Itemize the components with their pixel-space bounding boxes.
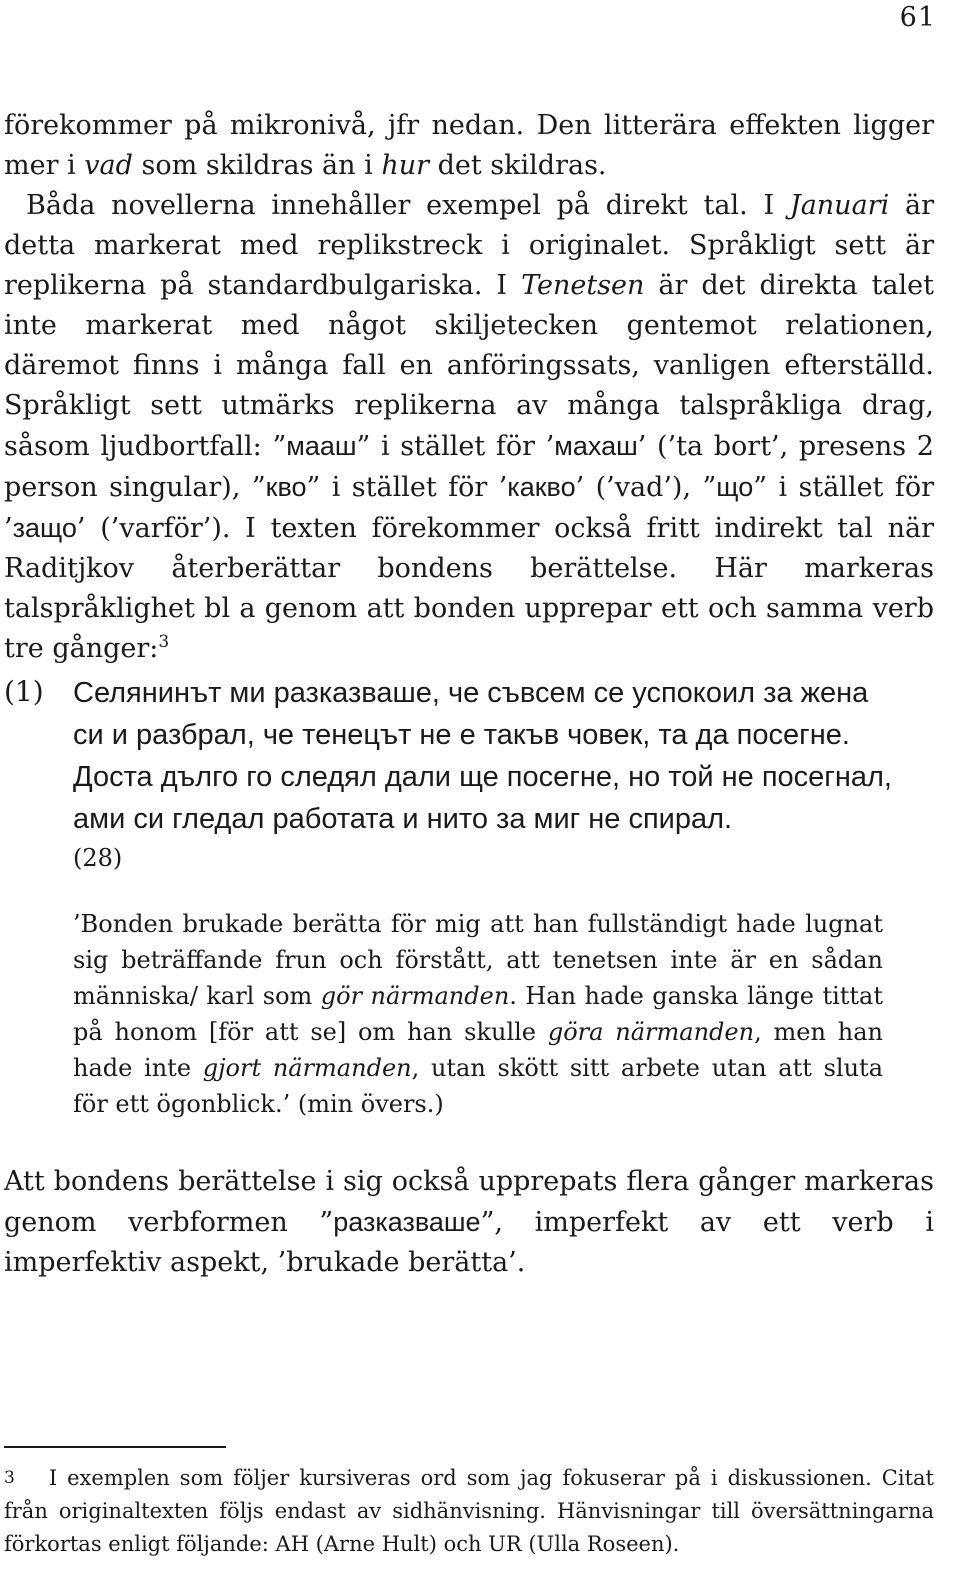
footnote-divider [4,1446,226,1448]
title-januari: Januari [789,190,890,221]
emphasis-hur: hur [381,150,430,181]
example-cyrillic-text: Селянинът ми разказваше, че съвсем се успокоил за жена си и разбрал, че тенецът не е такъв човек, та да посегне. Доста дълго го следял дали ще посегне, но той не посегнал, ами си гледал работата и нито за миг не спирал. [73,677,892,835]
paragraph-2: Båda novellerna innehåller exempel på direkt tal. I Januari är detta markerat med replikstreck i originalet. Språkligt sett är replikerna på standardbulgariska. I Tenetsen är det direkta talet inte markerat med något skiljetecken gentemot relationen, däremot finns i många fall en anföringssats, vanligen efterställd. Språkligt sett utmärks replikerna av många talspråkliga drag, såsom ljudbortfall: ”мааш” i stället för ’махаш’ (’ta bort’, presens 2 person singular), ”кво” i stället för ’какво’ (’vad’), ”що” i stället för ’защо’ (’varför’). I texten förekommer också fritt indirekt tal när Raditjkov återberättar bondens berättelse. Här markeras talspråklighet bl a genom att bonden upprepar ett och samma verb tre gånger:$^3$ [4,190,934,664]
footnote [4,1462,934,1561]
example-page-reference: (28) [73,844,123,872]
cyrillic-word: що [716,472,754,502]
emphasis-vad: vad [84,150,133,181]
cyrillic-word: мааш [286,431,357,461]
body-text [4,106,934,669]
emphasis: gjort närmanden [202,1054,412,1082]
page-number: 61 [899,2,936,33]
cyrillic-word: защо [12,513,77,543]
emphasis: gör närmanden [320,982,510,1010]
footnote-reference[interactable]: 3 [158,632,170,652]
cyrillic-word: какво [507,472,576,502]
example-number: (1) [4,675,44,708]
footnote-mark: 3 [4,1468,15,1488]
paragraph-1: förekommer på mikronivå, jfr nedan. Den litterära effekten ligger mer i vad som skildras än i hur det skildras. [4,110,934,181]
emphasis: göra närmanden [547,1018,755,1046]
paragraph-3: Att bondens berättelse i sig också upprepats flera gånger markeras genom verbformen ”разказваше”, imperfekt av ett verb i imperfektiv aspekt, ’brukade berätta’. [4,1166,934,1278]
cyrillic-word: разказваше [333,1207,481,1237]
example-translation: ’Bonden brukade berätta för mig att han fullständigt hade lugnat sig beträffande frun och förstått, att tenetsen inte är en sådan människa/ karl som gör närmanden. Han hade ganska länge tittat på honom [för att se] om han skulle göra närmanden, men han hade inte gjort närmanden, utan skött sitt arbete utan att sluta för ett ögonblick.’ (min övers.) [73,910,884,1118]
footnote-text: I exemplen som följer kursiveras ord som jag fokuserar på i diskussionen. Citat från originaltexten följs endast av sidhänvisning. Hänvisningar till översättningarna förkortas enligt följande: AH (Arne Hult) och UR (Ulla Roseen). [4,1466,934,1556]
title-tenetsen: Tenetsen [521,270,645,301]
cyrillic-word: махаш [554,431,638,461]
cyrillic-word: кво [265,472,307,502]
